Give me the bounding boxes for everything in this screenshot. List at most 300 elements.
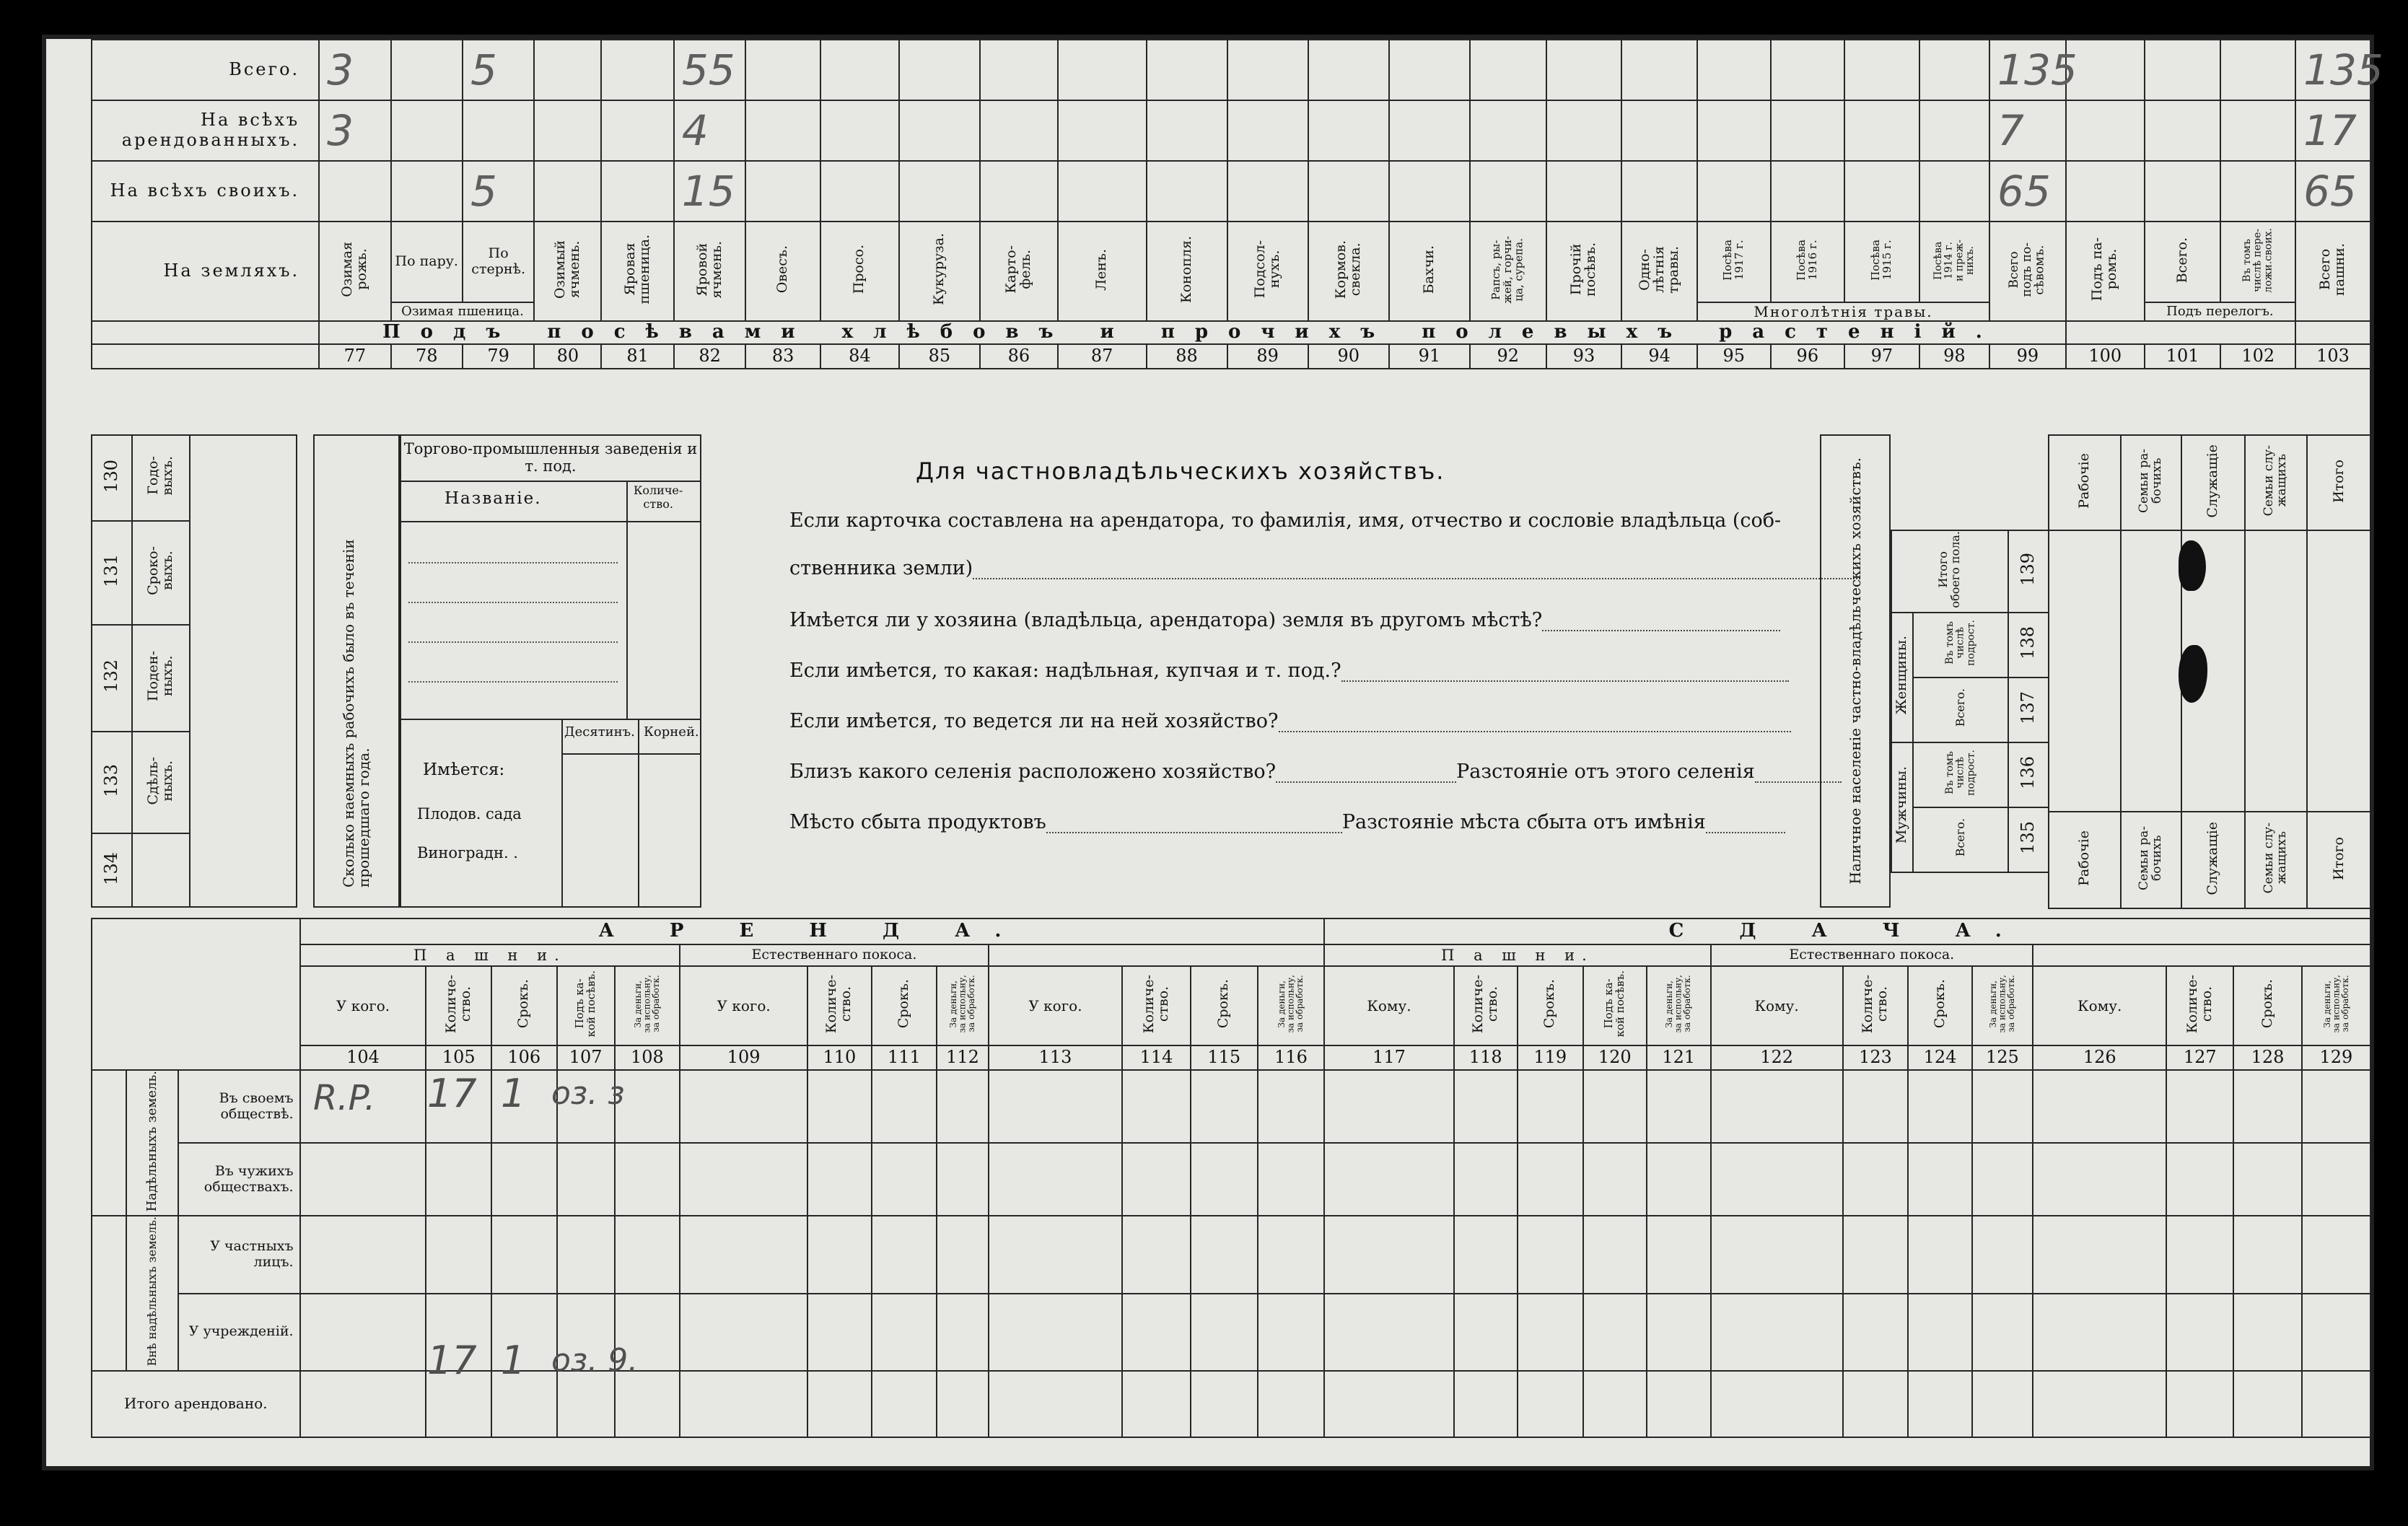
lease-colnum: 107 — [557, 1045, 615, 1070]
hdr-112: За деньги, за испольну, за обработк. — [948, 975, 977, 1033]
lease-cell — [872, 1294, 937, 1371]
hdr-c100: Подъ па- ромъ. — [2066, 222, 2145, 321]
crop-colnum: 96 — [1771, 344, 1845, 369]
lease-cell — [807, 1294, 871, 1371]
lease-cell — [1647, 1216, 1710, 1293]
row-label-vsego: Всего. — [92, 40, 319, 100]
hdr-c101: Всего. — [2145, 222, 2221, 302]
lease-cell — [300, 1371, 426, 1437]
lease-cell — [1972, 1070, 2033, 1143]
lease-colnum: 118 — [1454, 1045, 1518, 1070]
workers-godovykh: Годо- выхъ. — [145, 456, 175, 496]
hdr-mnogoletnie: Многолѣтнія травы. — [1697, 302, 1989, 321]
lease-cell — [2033, 1143, 2166, 1216]
lease-cell — [1583, 1143, 1647, 1216]
lease-cell — [1324, 1143, 1453, 1216]
lease-cell — [1518, 1371, 1583, 1437]
lease-cell — [680, 1371, 807, 1437]
hdr-127: Количе- ство. — [2184, 974, 2215, 1034]
lease-cell — [1843, 1070, 1909, 1143]
workers-srokovykh: Сроко- выхъ. — [145, 546, 175, 596]
lease-cell — [1647, 1143, 1710, 1216]
lease-cell — [1324, 1216, 1453, 1293]
hdr-110: Количе- ство. — [823, 974, 854, 1034]
lease-cell — [426, 1216, 491, 1293]
lease-cell — [300, 1143, 426, 1216]
pop-itogo-bottom: Итого — [2331, 836, 2347, 880]
lease-colnum: 129 — [2302, 1045, 2370, 1070]
lease-cell — [1324, 1371, 1453, 1437]
hdr-c84: Просо. — [820, 222, 899, 321]
workers-num-134: 134 — [101, 851, 122, 885]
private-q1b: ственника земли) — [789, 557, 973, 579]
lease-cell — [1191, 1143, 1258, 1216]
lease-cell — [1711, 1070, 1843, 1143]
trade-title: Торгово-промышленныя заведенія и т. под. — [403, 440, 698, 475]
lease-colnum: 111 — [872, 1045, 937, 1070]
lease-cell — [1518, 1216, 1583, 1293]
arend-c99: 7 — [1989, 100, 2066, 161]
hdr-c78: По пару. — [391, 222, 463, 302]
trade-desyatin: Десятинъ. — [564, 724, 635, 740]
trade-imeetsya: Имѣется: — [423, 760, 505, 779]
crop-colnum: 77 — [319, 344, 390, 369]
lease-cell — [937, 1294, 989, 1371]
pop-num-139: 139 — [2018, 553, 2039, 587]
lease-cell — [807, 1216, 871, 1293]
population-table — [1891, 530, 2049, 873]
lease-cell — [937, 1143, 989, 1216]
pop-sluzhashchie: Служащіе — [2205, 444, 2221, 518]
hdr-c86: Карто- фель. — [980, 222, 1058, 321]
lease-cell — [557, 1371, 615, 1437]
lease-cell — [937, 1216, 989, 1293]
hdr-c94: Одно- лѣтнія травы. — [1621, 222, 1697, 321]
hw-total-c105: 17 — [427, 1338, 477, 1383]
lease-cell — [2166, 1143, 2233, 1216]
crop-colnum: 95 — [1697, 344, 1771, 369]
crop-colnum: 90 — [1308, 344, 1389, 369]
vsego-c103: 135 — [2295, 40, 2370, 100]
lease-cell — [1843, 1216, 1909, 1293]
hw-lease-c107: оз. з — [551, 1075, 625, 1112]
hdr-c99: Всего подъ по- сѣвомъ. — [1989, 222, 2066, 321]
workers-num-130: 130 — [101, 459, 122, 493]
hdr-124: Срокъ. — [1931, 979, 1948, 1029]
hdr-111: Срокъ. — [895, 979, 911, 1029]
private-q5b: Разстояніе отъ этого селенія — [1456, 760, 1755, 783]
lease-cell — [2302, 1070, 2370, 1143]
crop-colnum: 101 — [2145, 344, 2221, 369]
lease-cell — [1122, 1143, 1191, 1216]
lease-arenda-title: А Р Е Н Д А. — [300, 918, 1325, 944]
lease-colnum: 106 — [491, 1045, 557, 1070]
lease-cell — [2302, 1294, 2370, 1371]
pop-itogo: Итого обоего пола. — [1936, 531, 1962, 608]
crop-colnum: 93 — [1546, 344, 1622, 369]
workers-num-131: 131 — [101, 554, 122, 588]
workers-num-132: 132 — [101, 659, 122, 693]
lease-cell — [1191, 1070, 1258, 1143]
lease-cell — [937, 1371, 989, 1437]
private-q6: Мѣсто сбыта продуктовъ — [789, 811, 1046, 833]
hdr-c81: Яровая пшеница. — [601, 222, 673, 321]
crop-colnum: 84 — [820, 344, 899, 369]
lease-cell — [557, 1143, 615, 1216]
lease-colnum: 120 — [1583, 1045, 1647, 1070]
lease-cell — [1454, 1143, 1518, 1216]
crop-colnum: 102 — [2220, 344, 2295, 369]
workers-table — [91, 434, 191, 908]
hdr-c102: Въ томъ числѣ пере- ложи.своих. — [2220, 222, 2295, 302]
lease-cell — [2233, 1143, 2302, 1216]
lease-cell — [1972, 1294, 2033, 1371]
crop-colnum: 92 — [1470, 344, 1546, 369]
lease-cell — [989, 1143, 1122, 1216]
lease-cell — [2233, 1294, 2302, 1371]
lease-cell — [1454, 1070, 1518, 1143]
pop-num-136: 136 — [2018, 756, 2039, 789]
lease-cell — [1258, 1143, 1325, 1216]
row-label-na-zemlyakh: На земляхъ. — [92, 222, 319, 321]
lease-cell — [1454, 1371, 1518, 1437]
pop-zh-vsego: Всего. — [1953, 688, 1967, 727]
trade-qty-col: Количе- ство. — [634, 483, 683, 511]
crop-colnum: 88 — [1147, 344, 1227, 369]
lease-cell — [2033, 1070, 2166, 1143]
lease-cell — [1122, 1294, 1191, 1371]
lease-cell — [1122, 1371, 1191, 1437]
pop-sluzhashchie-bottom: Служащіе — [2205, 821, 2221, 895]
sdacha-pashni: П а ш н и. — [1324, 944, 1710, 966]
population-title: Наличное населеніе частно-владѣльческихъ хозяйствъ. — [1846, 457, 1864, 885]
lease-cell — [1647, 1070, 1710, 1143]
lease-cell — [2302, 1371, 2370, 1437]
arenda-pashni: П а ш н и. — [300, 944, 680, 966]
population-right-table — [2048, 434, 2373, 909]
vsego-c77: 3 — [319, 40, 390, 100]
lease-colnum: 122 — [1711, 1045, 1843, 1070]
hdr-122-komu: Кому. — [1711, 966, 1843, 1045]
pop-m-podrost: Въ томъ числѣ подрост. — [1943, 750, 1977, 796]
hdr-120: Подъ ка- кой посѣвъ. — [1602, 970, 1627, 1038]
crop-colnum: 98 — [1919, 344, 1989, 369]
lease-cell — [1908, 1143, 1971, 1216]
lease-cell — [1843, 1294, 1909, 1371]
svoikh-c103: 65 — [2295, 161, 2370, 222]
pop-num-138: 138 — [2018, 626, 2039, 659]
private-q4: Если имѣется, то ведется ли на ней хозяйство? — [789, 710, 1279, 732]
lease-cell — [989, 1216, 1122, 1293]
hdr-106: Срокъ. — [515, 979, 532, 1029]
hdr-108: За деньги, за испольну, за обработк. — [633, 975, 662, 1033]
lease-row-u-chastnykh: У частныхъ лицъ. — [178, 1216, 300, 1293]
hdr-c93: Прочій посѣвъ. — [1546, 222, 1622, 321]
lease-cell — [491, 1216, 557, 1293]
lease-colnum: 105 — [426, 1045, 491, 1070]
lease-cell — [1908, 1294, 1971, 1371]
lease-cell — [1583, 1216, 1647, 1293]
crop-table — [91, 39, 2383, 369]
hdr-114: Количе- ство. — [1140, 974, 1171, 1034]
lease-cell — [300, 1294, 426, 1371]
lease-colnum: 125 — [1972, 1045, 2033, 1070]
hdr-c97: Посѣва 1915 г. — [1844, 222, 1919, 302]
trade-vinograd: Виноградн. . — [417, 844, 518, 861]
private-q3: Если имѣется, то какая: надѣльная, купчая и т. под.? — [789, 659, 1341, 682]
lease-cell — [2033, 1216, 2166, 1293]
lease-cell — [2233, 1070, 2302, 1143]
hdr-c82: Яровой ячмень. — [674, 222, 745, 321]
lease-row-itogo: Итого арендовано. — [92, 1371, 300, 1437]
crop-colnum: 81 — [601, 344, 673, 369]
crop-colnum: 97 — [1844, 344, 1919, 369]
crop-colnum: 86 — [980, 344, 1058, 369]
crop-colnum: 85 — [899, 344, 980, 369]
census-card — [42, 35, 2383, 1470]
lease-cell — [989, 1371, 1122, 1437]
lease-colnum: 115 — [1191, 1045, 1258, 1070]
lease-cell — [1843, 1371, 1909, 1437]
pop-semi-sluzhashchikh-bottom: Семьи слу- жащихъ — [2262, 823, 2289, 894]
lease-cell — [1518, 1143, 1583, 1216]
hdr-116: За деньги, за испольну, за обработк. — [1277, 975, 1305, 1033]
hw-lease-c104: R.P. — [313, 1078, 376, 1118]
crop-band-title: Подъ посѣвами хлѣбовъ и прочихъ полевыхъ растеній. — [319, 321, 2066, 344]
private-q1a: Если карточка составлена на арендатора, то фамилія, имя, отчество и сословіе владѣльца (соб- — [789, 509, 1782, 532]
workers-num-133: 133 — [101, 764, 122, 798]
lease-colnum: 108 — [615, 1045, 680, 1070]
lease-colnum: 112 — [937, 1045, 989, 1070]
hdr-c96: Посѣва 1916 г. — [1771, 222, 1845, 302]
pop-rabochie: Рабочіе — [2076, 453, 2093, 509]
private-title: Для частновладѣльческихъ хозяйствъ. — [916, 457, 1445, 485]
lease-group-vne-nadelnykh: Внѣ надѣльныхъ земель. — [144, 1216, 159, 1367]
lease-cell — [2166, 1070, 2233, 1143]
hdr-125: За деньги, за испольну, за обработк. — [1988, 975, 2017, 1033]
crop-colnum: 94 — [1621, 344, 1697, 369]
lease-colnum: 104 — [300, 1045, 426, 1070]
lease-cell — [1583, 1070, 1647, 1143]
pop-semi-rabochikh: Семьи ра- бочихъ — [2137, 448, 2164, 514]
lease-cell — [807, 1371, 871, 1437]
crop-colnum: 89 — [1227, 344, 1308, 369]
lease-cell — [1191, 1371, 1258, 1437]
workers-title: Сколько наемныхъ рабочихъ было въ теченіи прошедшаго года. — [340, 539, 372, 887]
crop-colnum: 78 — [391, 344, 463, 369]
crop-colnum: 99 — [1989, 344, 2066, 369]
svoikh-c99: 65 — [1989, 161, 2066, 222]
workers-podennykh: Поден- ныхъ. — [145, 651, 175, 702]
lease-cell — [2166, 1216, 2233, 1293]
private-q6b: Разстояніе мѣста сбыта отъ имѣнія — [1341, 811, 1706, 833]
hdr-pod-perelog: Подъ перелогъ. — [2145, 302, 2295, 321]
crop-colnum: 87 — [1058, 344, 1147, 369]
hdr-121: За деньги, за испольну, за обработк. — [1664, 975, 1693, 1033]
population-title-box — [1820, 434, 1891, 908]
hdr-c91: Бахчи. — [1389, 222, 1470, 321]
lease-colnum: 110 — [807, 1045, 871, 1070]
arend-c77: 3 — [319, 100, 390, 161]
lease-cell — [2302, 1143, 2370, 1216]
lease-colnum: 113 — [989, 1045, 1122, 1070]
hdr-c103: Всего пашни. — [2295, 222, 2370, 321]
lease-cell — [1518, 1294, 1583, 1371]
lease-cell — [1258, 1216, 1325, 1293]
lease-cell — [872, 1216, 937, 1293]
hdr-c83: Овесъ. — [745, 222, 820, 321]
crop-colnum: 100 — [2066, 344, 2145, 369]
hdr-c85: Кукуруза. — [899, 222, 980, 321]
svoikh-c79: 5 — [463, 161, 534, 222]
private-q5: Близъ какого селенія расположено хозяйство? — [789, 760, 1277, 783]
lease-cell — [2233, 1371, 2302, 1437]
lease-cell — [680, 1070, 807, 1143]
lease-cell — [615, 1371, 680, 1437]
pop-num-135: 135 — [2018, 821, 2039, 854]
lease-cell — [1583, 1371, 1647, 1437]
lease-colnum: 124 — [1908, 1045, 1971, 1070]
pop-itogo-top: Итого — [2331, 459, 2347, 503]
lease-colnum: 128 — [2233, 1045, 2302, 1070]
lease-cell — [1191, 1294, 1258, 1371]
lease-cell — [989, 1070, 1122, 1143]
hdr-119: Срокъ. — [1541, 979, 1558, 1029]
lease-cell — [491, 1143, 557, 1216]
hdr-105: Количе- ство. — [442, 974, 473, 1034]
trade-name-col: Названіе. — [445, 489, 542, 508]
crop-colnum: 103 — [2295, 344, 2370, 369]
lease-cell — [557, 1216, 615, 1293]
hw-total-c107: оз. 9. — [551, 1342, 639, 1379]
lease-cell — [1324, 1294, 1453, 1371]
hdr-c77: Озимая рожь. — [319, 222, 390, 321]
lease-cell — [1454, 1294, 1518, 1371]
trade-plodov: Плодов. сада — [417, 805, 522, 823]
lease-cell — [2166, 1371, 2233, 1437]
lease-cell — [1324, 1070, 1453, 1143]
lease-cell — [1711, 1294, 1843, 1371]
hdr-c79: По стернѣ. — [463, 222, 534, 302]
lease-colnum: 119 — [1518, 1045, 1583, 1070]
hdr-c80: Озимый ячмень. — [534, 222, 601, 321]
crop-colnum: 82 — [674, 344, 745, 369]
lease-cell — [872, 1143, 937, 1216]
lease-cell — [807, 1143, 871, 1216]
lease-cell — [2302, 1216, 2370, 1293]
lease-cell — [1972, 1143, 2033, 1216]
lease-cell — [2033, 1371, 2166, 1437]
hdr-107: Подъ ка- кой посѣвъ. — [572, 970, 597, 1038]
svoikh-c82: 15 — [674, 161, 745, 222]
pop-semi-rabochikh-bottom: Семьи ра- бочихъ — [2137, 825, 2164, 891]
lease-colnum: 121 — [1647, 1045, 1710, 1070]
lease-sdacha-title: С Д А Ч А. — [1324, 918, 2370, 944]
lease-cell — [1191, 1216, 1258, 1293]
lease-cell — [2166, 1294, 2233, 1371]
pop-muzhchiny: Мужчины. — [1893, 766, 1910, 844]
hw-total-c106: 1 — [501, 1338, 526, 1383]
lease-cell — [1583, 1294, 1647, 1371]
lease-cell — [1908, 1216, 1971, 1293]
hdr-c92: Рапсъ, ры- жей, горчи- ца, сурепа. — [1470, 222, 1546, 321]
lease-cell — [807, 1070, 871, 1143]
lease-cell — [300, 1216, 426, 1293]
lease-cell — [2033, 1294, 2166, 1371]
lease-cell — [872, 1371, 937, 1437]
lease-cell — [1843, 1143, 1909, 1216]
workers-title-box — [313, 434, 400, 908]
lease-cell — [1258, 1070, 1325, 1143]
sdacha-pokosa-1: Естественнаго покоса. — [1711, 944, 2033, 966]
lease-colnum: 116 — [1258, 1045, 1325, 1070]
pop-semi-sluzhashchikh: Семьи слу- жащихъ — [2262, 445, 2289, 517]
crop-colnum: 80 — [534, 344, 601, 369]
lease-colnum: 109 — [680, 1045, 807, 1070]
lease-cell — [680, 1294, 807, 1371]
hdr-115: Срокъ. — [1215, 979, 1232, 1029]
lease-cell — [1647, 1371, 1710, 1437]
lease-cell — [615, 1216, 680, 1293]
crop-colnum: 83 — [745, 344, 820, 369]
arend-c82: 4 — [674, 100, 745, 161]
lease-cell — [680, 1216, 807, 1293]
lease-cell — [1258, 1371, 1325, 1437]
hdr-c89: Подсол- нухъ. — [1227, 222, 1308, 321]
lease-cell — [1711, 1143, 1843, 1216]
crop-colnum: 79 — [463, 344, 534, 369]
lease-colnum: 127 — [2166, 1045, 2233, 1070]
hdr-c90: Кормов. свекла. — [1308, 222, 1389, 321]
lease-cell — [937, 1070, 989, 1143]
trade-box — [400, 434, 701, 908]
hw-lease-c105: 17 — [427, 1071, 477, 1116]
hdr-118: Количе- ство. — [1469, 974, 1500, 1034]
lease-cell — [1908, 1070, 1971, 1143]
hdr-c87: Ленъ. — [1058, 222, 1147, 321]
hdr-128: Срокъ. — [2259, 979, 2275, 1029]
lease-cell — [1908, 1371, 1971, 1437]
hdr-117-komu: Кому. — [1324, 966, 1453, 1045]
lease-cell — [1972, 1371, 2033, 1437]
vsego-c82: 55 — [674, 40, 745, 100]
lease-cell — [2233, 1216, 2302, 1293]
lease-colnum: 123 — [1843, 1045, 1909, 1070]
hdr-126-komu: Кому. — [2033, 966, 2166, 1045]
lease-cell — [1454, 1216, 1518, 1293]
hdr-123: Количе- ство. — [1860, 974, 1891, 1034]
crop-colnum: 91 — [1389, 344, 1470, 369]
pop-num-137: 137 — [2018, 691, 2039, 724]
trade-kornei: Корней. — [644, 724, 699, 740]
hdr-104-u-kogo: У кого. — [300, 966, 426, 1045]
workers-sdelnykh: Сдѣль- ныхъ. — [145, 756, 175, 805]
vsego-c79: 5 — [463, 40, 534, 100]
hdr-113-u-kogo: У кого. — [989, 966, 1122, 1045]
lease-cell — [1122, 1070, 1191, 1143]
vsego-c99: 135 — [1989, 40, 2066, 100]
lease-cell — [1711, 1371, 1843, 1437]
hdr-c98: Посѣва 1914 г. и преж- нихъ. — [1919, 222, 1989, 302]
lease-cell — [426, 1143, 491, 1216]
pop-rabochie-bottom: Рабочіе — [2076, 830, 2093, 886]
hdr-129: За деньги, за испольну, за обработк. — [2321, 975, 2350, 1033]
pop-zh-podrost: Въ томъ числѣ подрост. — [1943, 620, 1977, 666]
lease-row-v-chuzhikh: Въ чужихъ обществахъ. — [178, 1143, 300, 1216]
lease-row-u-uchrezhdenii: У учрежденій. — [178, 1294, 300, 1371]
row-label-arend: На всѣхъ арендованныхъ. — [92, 100, 319, 161]
lease-cell — [989, 1294, 1122, 1371]
